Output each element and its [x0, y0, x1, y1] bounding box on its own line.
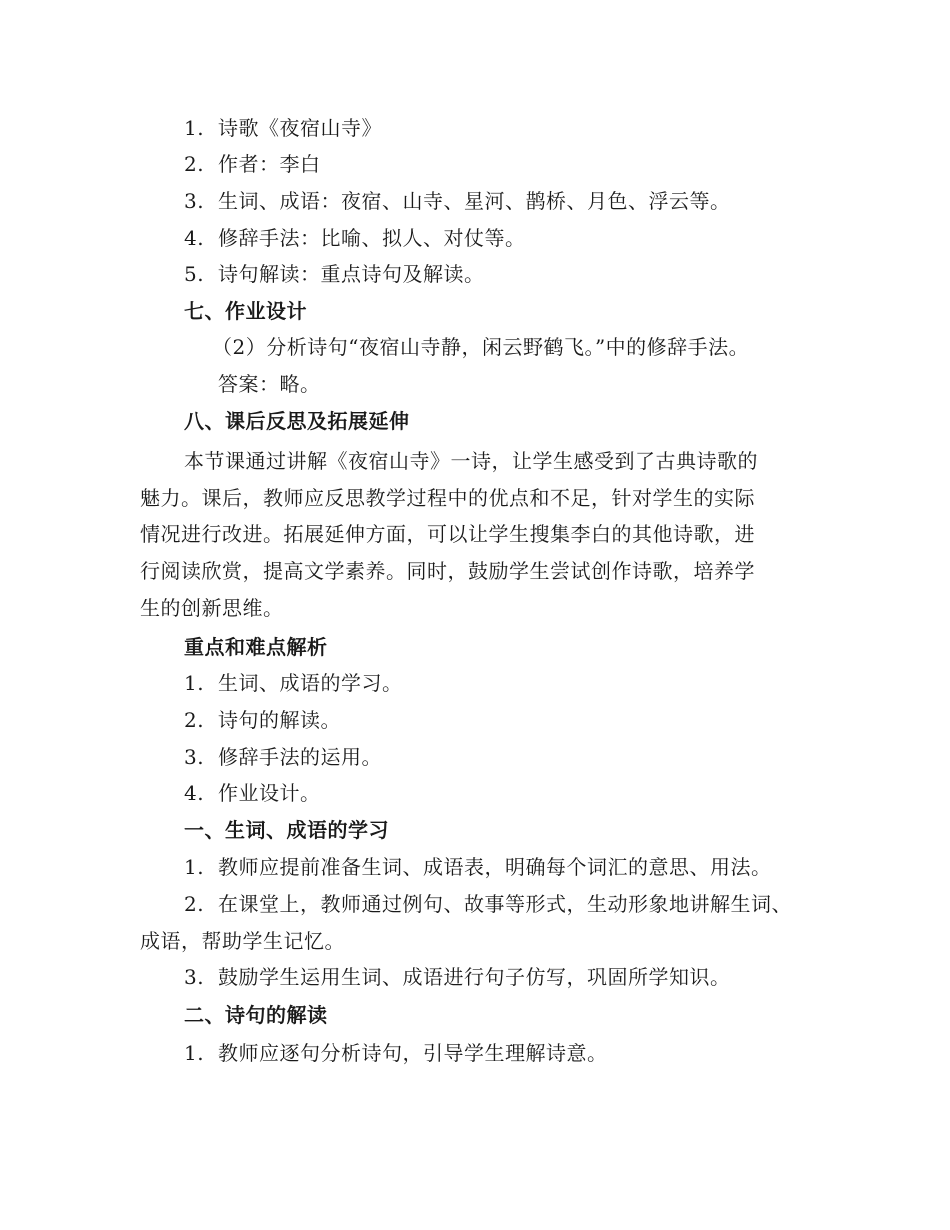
list-number: 1.	[184, 671, 205, 695]
list-item	[184, 225, 526, 251]
list-number: 4.	[184, 781, 205, 805]
paragraph-line: 情况进行改进。拓展延伸方面，可以让学生搜集李白的其他诗歌，进	[140, 522, 755, 546]
list-number: 3.	[184, 745, 205, 769]
section-heading-poem-reading: 二、诗句的解读	[184, 1003, 328, 1027]
list-item	[184, 670, 403, 696]
list-text: 鼓励学生运用生词、成语进行句子仿写，巩固所学知识。	[218, 965, 731, 989]
list-text: 在课堂上，教师通过例句、故事等形式，生动形象地讲解生词、	[218, 892, 792, 916]
list-text: 诗句解读：重点诗句及解读。	[218, 262, 485, 286]
list-text: 教师应逐句分析诗句，引导学生理解诗意。	[218, 1041, 608, 1065]
list-item	[184, 854, 772, 880]
list-item	[184, 707, 341, 733]
list-text: 诗句的解读。	[218, 708, 341, 732]
paragraph-line: 生的创新思维。	[140, 596, 284, 620]
list-number: 5.	[184, 262, 205, 286]
list-text: 修辞手法：比喻、拟人、对仗等。	[218, 226, 526, 250]
list-number: 1.	[184, 116, 205, 140]
list-item	[184, 964, 731, 990]
list-item	[184, 780, 321, 806]
list-text: 教师应提前准备生词、成语表，明确每个词汇的意思、用法。	[218, 855, 772, 879]
paragraph-line: 行阅读欣赏，提高文学素养。同时，鼓励学生尝试创作诗歌，培养学	[140, 559, 755, 583]
list-text: 修辞手法的运用。	[218, 745, 382, 769]
list-item	[184, 744, 382, 770]
list-item	[184, 891, 792, 917]
list-item	[184, 151, 321, 177]
list-text: 作业设计。	[218, 781, 321, 805]
list-number: 2.	[184, 708, 205, 732]
section-heading-vocab: 一、生词、成语的学习	[184, 818, 389, 842]
list-item	[184, 188, 731, 214]
section-heading-homework: 七、作业设计	[184, 299, 307, 323]
homework-question: （2）分析诗句“夜宿山寺静，闲云野鹤飞。”中的修辞手法。	[212, 335, 750, 359]
list-text: 生词、成语的学习。	[218, 671, 403, 695]
list-number: 2.	[184, 152, 205, 176]
list-number: 1.	[184, 855, 205, 879]
paragraph-line: 本节课通过讲解《夜宿山寺》一诗，让学生感受到了古典诗歌的	[184, 449, 758, 473]
list-number: 3.	[184, 965, 205, 989]
list-text: 诗歌《夜宿山寺》	[218, 116, 382, 140]
list-number: 1.	[184, 1041, 205, 1065]
section-heading-reflection: 八、课后反思及拓展延伸	[184, 409, 410, 433]
homework-answer: 答案：略。	[218, 372, 321, 396]
section-heading-key-points: 重点和难点解析	[184, 635, 328, 659]
paragraph-line: 成语，帮助学生记忆。	[140, 929, 345, 953]
list-item	[184, 261, 485, 287]
paragraph-line: 魅力。课后，教师应反思教学过程中的优点和不足，针对学生的实际	[140, 486, 755, 510]
list-number: 2.	[184, 892, 205, 916]
list-number: 3.	[184, 189, 205, 213]
list-text: 作者：李白	[218, 152, 321, 176]
list-item	[184, 115, 382, 141]
list-item	[184, 1040, 608, 1066]
list-text: 生词、成语：夜宿、山寺、星河、鹊桥、月色、浮云等。	[218, 189, 731, 213]
list-number: 4.	[184, 226, 205, 250]
